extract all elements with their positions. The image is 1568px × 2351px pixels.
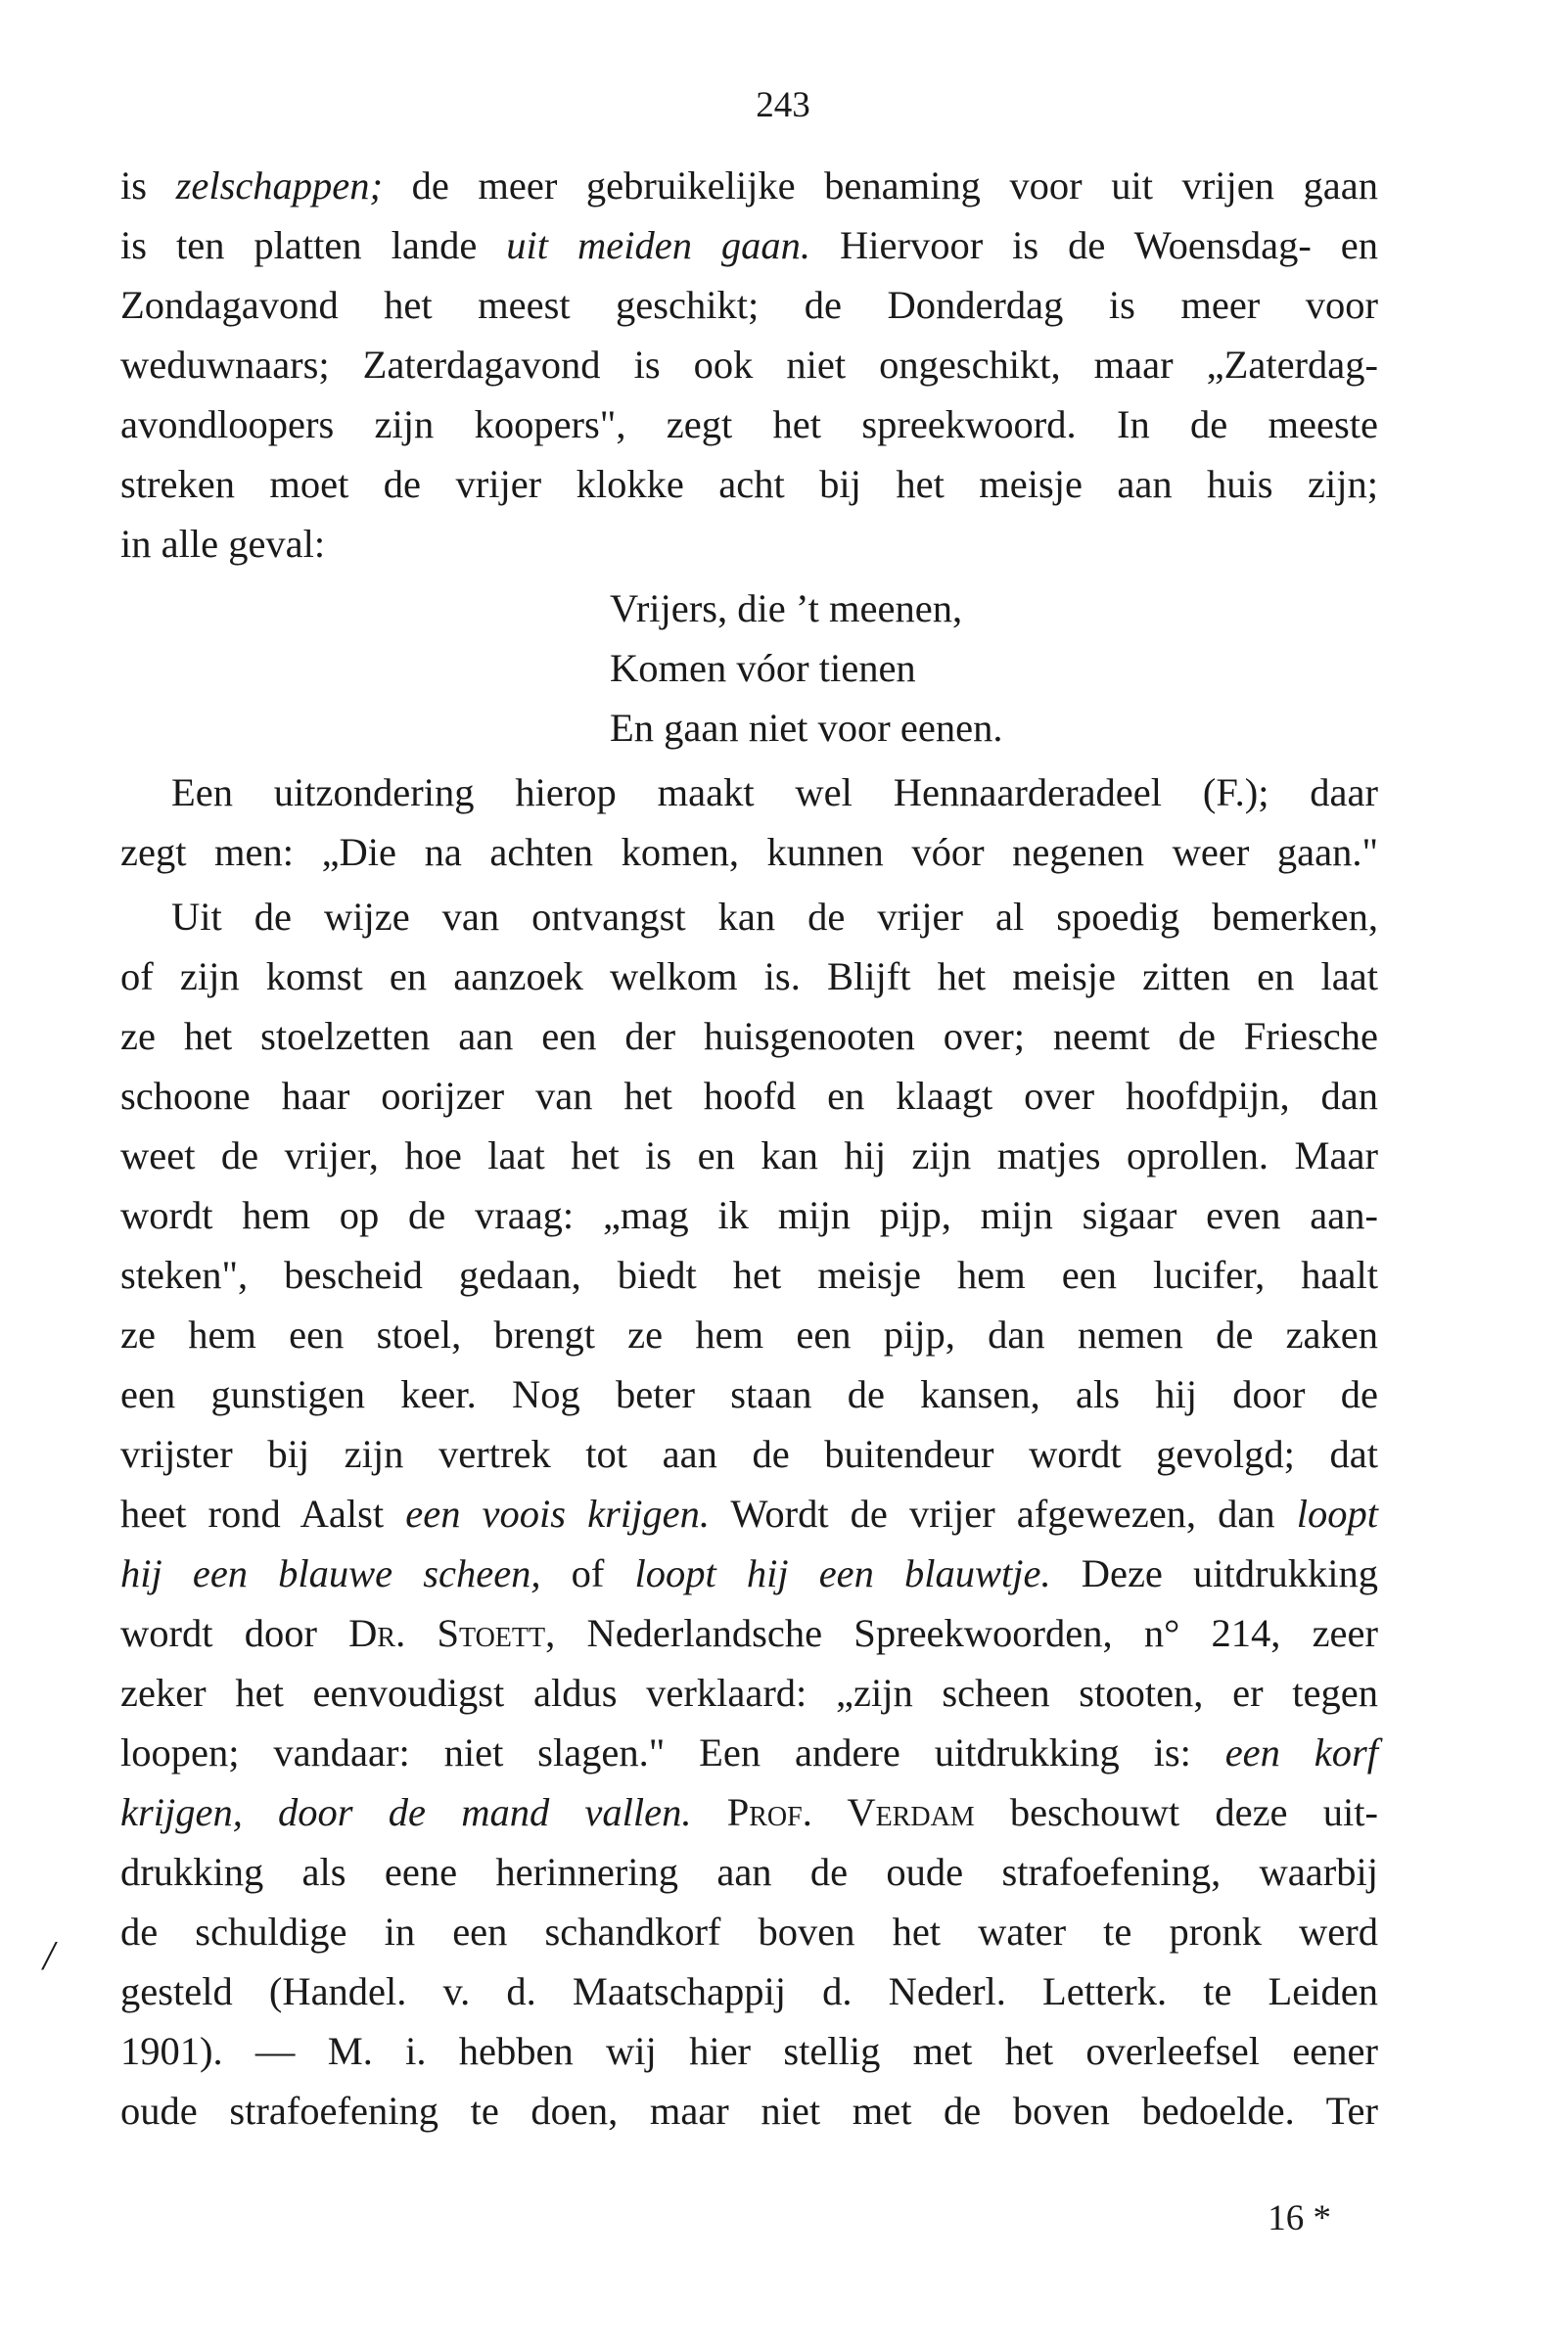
text-line: ze hem een stoel, brengt ze hem een pijp, dan nemen de zaken [120, 1313, 1378, 1357]
text-span: loopen; vandaar: niet slagen." Een andere uitdrukking is: [120, 1730, 1225, 1775]
text-line [120, 1783, 1378, 1842]
italic-term: zelschappen; [175, 163, 384, 207]
italic-term: loopt hij een blauwtje. [634, 1551, 1051, 1595]
text-line: de schuldige in een schandkorf boven het water te pronk werd [120, 1910, 1378, 1954]
text-line [120, 1724, 1378, 1782]
text-line: zeker het eenvoudigst aldus verklaard: „zijn scheen stooten, er tegen [120, 1671, 1378, 1715]
author-name: Dr. Stoett [348, 1611, 546, 1655]
text-line: een gunstigen keer. Nog beter staan de kansen, als hij door de [120, 1372, 1378, 1416]
italic-term: een korf [1224, 1730, 1378, 1775]
text-span: beschouwt deze uit- [974, 1790, 1378, 1834]
text-span: Hiervoor is de Woensdag- en [810, 223, 1378, 267]
verse-line: En gaan niet voor eenen. [610, 706, 1003, 750]
text-line: Uit de wijze van ontvangst kan de vrijer al spoedig bemerken, [171, 895, 1378, 939]
signature-mark: 16 * [1268, 2198, 1331, 2238]
verse-line: Komen vóor tienen [610, 646, 916, 690]
text-line: Zondagavond het meest geschikt; de Donderdag is meer voor [120, 283, 1378, 327]
text-span: , Nederlandsche Spreekwoorden, n° 214, zeer [545, 1611, 1378, 1655]
text-span: wordt door [120, 1611, 349, 1655]
text-span: is [120, 163, 176, 207]
text-line: gesteld (Handel. v. d. Maatschappij d. Nederl. Letterk. te Leiden [120, 1969, 1378, 2013]
text-line: avondloopers zijn koopers", zegt het spreekwoord. In de meeste [120, 402, 1378, 446]
text-line: weet de vrijer, hoe laat het is en kan hij zijn matjes oprollen. Maar [120, 1133, 1378, 1177]
text-line: oude strafoefening te doen, maar niet met de boven bedoelde. Ter [120, 2089, 1378, 2133]
text-span: of [540, 1551, 635, 1595]
text-line: vrijster bij zijn vertrek tot aan de buitendeur wordt gevolgd; dat [120, 1432, 1378, 1476]
text-line: of zijn komst en aanzoek welkom is. Blijft het meisje zitten en laat [120, 954, 1378, 998]
text-line [120, 1604, 1378, 1663]
text-span: de meer gebruikelijke benaming voor uit vrijen gaan [383, 163, 1378, 207]
text-span: Wordt de vrijer afgewezen, dan [709, 1492, 1297, 1536]
text-line: streken moet de vrijer klokke acht bij het meisje aan huis zijn; [120, 462, 1378, 506]
verse-line: Vrijers, die ’t meenen, [610, 586, 963, 630]
margin-mark: / [43, 1934, 55, 1979]
text-span [692, 1790, 727, 1834]
text-span: Deze uitdrukking [1050, 1551, 1378, 1595]
text-span: is ten platten lande [120, 223, 507, 267]
text-line: drukking als eene herinnering aan de oude strafoefening, waarbij [120, 1850, 1378, 1894]
text-line: zegt men: „Die na achten komen, kunnen vóor negenen weer gaan." [120, 830, 1378, 874]
text-line [120, 1544, 1378, 1603]
author-name: Prof. Verdam [726, 1790, 975, 1834]
text-line: ze het stoelzetten aan een der huisgenooten over; neemt de Friesche [120, 1014, 1378, 1058]
text-line: Een uitzondering hierop maakt wel Hennaarderadeel (F.); daar [171, 770, 1378, 814]
italic-term: een voois krijgen. [405, 1492, 710, 1536]
text-line [120, 1485, 1378, 1544]
text-span: heet rond Aalst [120, 1492, 406, 1536]
italic-term: hij een blauwe scheen, [120, 1551, 541, 1595]
text-line: steken", bescheid gedaan, biedt het meisje hem een lucifer, haalt [120, 1253, 1378, 1297]
text-line: wordt hem op de vraag: „mag ik mijn pijp, mijn sigaar even aan- [120, 1193, 1378, 1237]
text-line: weduwnaars; Zaterdagavond is ook niet ongeschikt, maar „Zaterdag- [120, 343, 1378, 387]
text-line [120, 157, 1378, 215]
italic-term: loopt [1296, 1492, 1378, 1536]
text-line: in alle geval: [120, 522, 326, 566]
page-number: 243 [756, 85, 810, 125]
text-line: schoone haar oorijzer van het hoofd en klaagt over hoofdpijn, dan [120, 1074, 1378, 1118]
text-line: 1901). — M. i. hebben wij hier stellig met het overleefsel eener [120, 2029, 1378, 2073]
text-line [120, 216, 1378, 275]
italic-term: krijgen, door de mand vallen. [120, 1790, 692, 1834]
italic-term: uit meiden gaan. [506, 223, 811, 267]
